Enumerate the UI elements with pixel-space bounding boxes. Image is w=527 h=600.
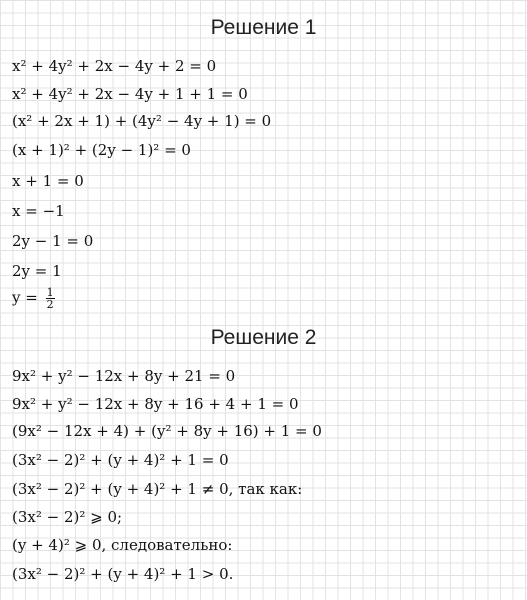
solution-1-line-9 [12,287,55,310]
fraction-numerator: 1 [46,286,54,299]
solution-2-line-1: 9x² + y² − 12x + 8y + 21 = 0 [12,367,236,385]
solution-2-line-8: (3x² − 2)² + (y + 4)² + 1 > 0. [12,565,234,583]
solution-1-line-2: x² + 4y² + 2x − 4y + 1 + 1 = 0 [12,85,248,103]
solution-2-line-5: (3x² − 2)² + (y + 4)² + 1 ≠ 0, так как: [12,480,303,498]
solution-1-line-3: (x² + 2x + 1) + (4y² − 4y + 1) = 0 [12,112,272,130]
solution-1-line-7: 2y − 1 = 0 [12,232,94,250]
solution-2-line-6: (3x² − 2)² ⩾ 0; [12,508,123,526]
solution-2-line-3: (9x² − 12x + 4) + (y² + 8y + 16) + 1 = 0 [12,422,322,440]
solution-2-line-2: 9x² + y² − 12x + 8y + 16 + 4 + 1 = 0 [12,395,299,413]
solution-1-title: Решение 1 [210,16,317,39]
fraction [46,287,55,310]
solution-2-title: Решение 2 [210,326,317,349]
solution-2-line-4: (3x² − 2)² + (y + 4)² + 1 = 0 [12,451,229,469]
solution-1-line-1: x² + 4y² + 2x − 4y + 2 = 0 [12,57,217,75]
y-equals-label: y = [12,288,38,307]
solution-1-line-4: (x + 1)² + (2y − 1)² = 0 [12,141,191,159]
solution-1-line-6: x = −1 [12,202,65,220]
solution-1-line-5: x + 1 = 0 [12,172,84,190]
solution-1-line-8: 2y = 1 [12,262,62,280]
solution-2-line-7: (y + 4)² ⩾ 0, следовательно: [12,536,233,554]
fraction-denominator: 2 [46,298,54,311]
